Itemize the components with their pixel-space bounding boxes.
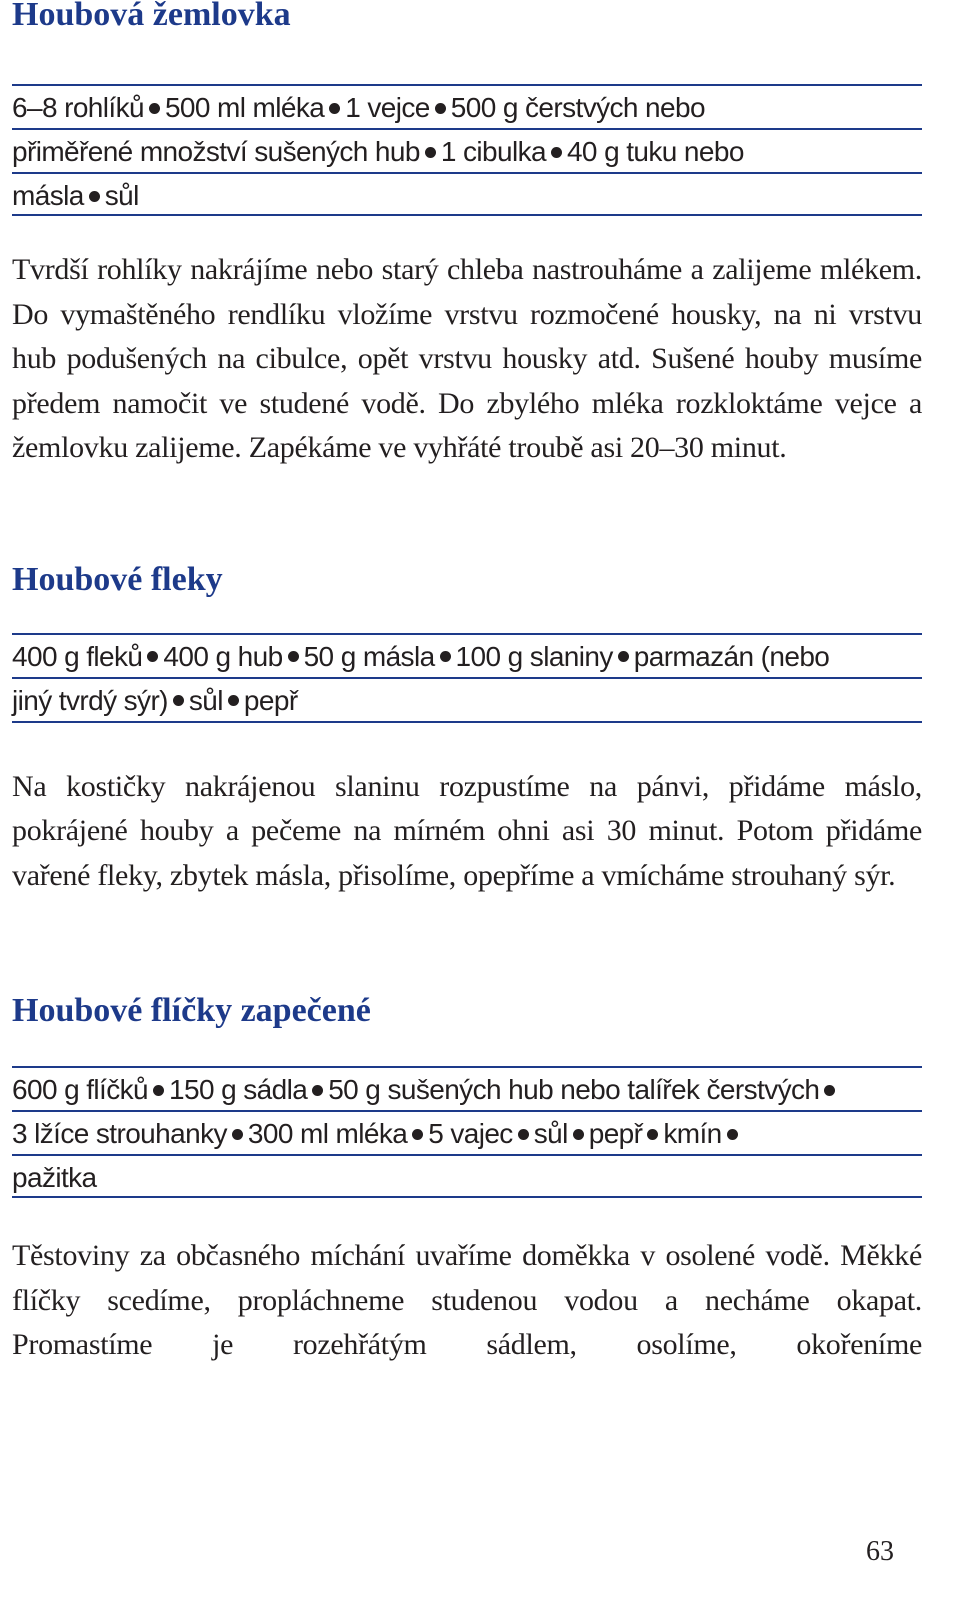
bullet-separator-icon xyxy=(518,1129,529,1140)
ingredient-item: 500 g čerstvých nebo xyxy=(450,92,705,123)
bullet-separator-icon xyxy=(232,1129,243,1140)
ingredient-line xyxy=(12,130,922,174)
ingredient-item: parmazán (nebo xyxy=(633,640,830,672)
ingredient-line xyxy=(12,1156,922,1200)
ingredient-item: jiný tvrdý sýr) xyxy=(12,684,168,716)
bullet-separator-icon xyxy=(147,651,158,662)
ingredient-item: 50 g másla xyxy=(303,640,435,672)
ingredient-item: 1 cibulka xyxy=(440,136,546,167)
recipe-houbove-fleky xyxy=(12,560,922,899)
recipe-houbove-flicky-zapecene xyxy=(12,994,922,1368)
ingredient-item: pepř xyxy=(588,1118,643,1149)
ingredient-item: 100 g slaniny xyxy=(455,640,613,672)
ingredient-item: sůl xyxy=(104,180,139,211)
bullet-separator-icon xyxy=(440,651,451,662)
bullet-separator-icon xyxy=(173,695,184,706)
ingredient-line xyxy=(12,1068,922,1112)
ingredient-line xyxy=(12,174,922,218)
ingredient-line xyxy=(12,635,922,679)
bullet-separator-icon xyxy=(89,191,100,202)
ingredient-item: 1 vejce xyxy=(345,92,430,123)
bullet-separator-icon xyxy=(435,103,446,114)
recipe-title: Houbové flíčky zapečené xyxy=(12,992,371,1029)
bullet-separator-icon xyxy=(727,1129,738,1140)
recipe-title: Houbové fleky xyxy=(12,560,223,598)
bullet-separator-icon xyxy=(312,1085,323,1096)
bullet-separator-icon xyxy=(329,103,340,114)
bullet-separator-icon xyxy=(288,651,299,662)
ingredient-item: 300 ml mléka xyxy=(247,1118,408,1149)
ingredients-list xyxy=(12,633,922,723)
ingredient-item: 40 g tuku nebo xyxy=(566,136,744,167)
ingredient-item: 400 g hub xyxy=(163,640,283,672)
ingredient-item: pepř xyxy=(243,684,298,716)
recipe-method: Tvrdší rohlíky nakrájíme nebo starý chleba nastrouháme a zalijeme mlékem. Do vymaštěného rendlíku vložíme vrstvu rozmočené housky, na ni vrstvu hub podušených na cibulce, opět vrstvu housky atd. Sušené houby musíme předem namočit ve studené vodě. Do zbylého mléka rozkloktáme vejce a žemlovku zalijeme. Zapékáme ve vyhřáté troubě asi 20–30 minut. xyxy=(12,253,922,464)
ingredients-list xyxy=(12,1066,922,1198)
ingredient-item: 3 lžíce strouhanky xyxy=(12,1118,227,1149)
cookbook-page xyxy=(12,0,922,1368)
bullet-separator-icon xyxy=(412,1129,423,1140)
bullet-separator-icon xyxy=(618,651,629,662)
bullet-separator-icon xyxy=(551,147,562,158)
recipe-title: Houbová žemlovka xyxy=(12,0,291,33)
ingredient-item: 50 g sušených hub nebo talířek čerstvých xyxy=(328,1074,820,1105)
bullet-separator-icon xyxy=(153,1085,164,1096)
ingredient-item: 150 g sádla xyxy=(169,1074,308,1105)
recipe-method: Těstoviny za občasného míchání uvaříme doměkka v osolené vodě. Měkké flíčky scedíme, propláchneme studenou vodou a necháme okapat. Promastíme je rozehřátým sádlem, osolíme, okořeníme xyxy=(12,1239,922,1361)
ingredient-item: sůl xyxy=(188,684,223,716)
ingredient-item: kmín xyxy=(663,1118,722,1149)
bullet-separator-icon xyxy=(425,147,436,158)
bullet-separator-icon xyxy=(824,1085,835,1096)
ingredients-list xyxy=(12,84,922,216)
bullet-separator-icon xyxy=(647,1129,658,1140)
ingredient-item: 400 g fleků xyxy=(12,640,143,672)
ingredient-item: 6–8 rohlíků xyxy=(12,92,144,123)
ingredient-item: sůl xyxy=(533,1118,568,1149)
ingredient-item: 600 g flíčků xyxy=(12,1074,148,1105)
ingredient-line xyxy=(12,1112,922,1156)
bullet-separator-icon xyxy=(573,1129,584,1140)
ingredient-item: pažitka xyxy=(12,1162,97,1193)
ingredient-item: 500 ml mléka xyxy=(164,92,325,123)
ingredient-line xyxy=(12,679,922,723)
ingredient-line xyxy=(12,86,922,130)
ingredient-item: přiměřené množství sušených hub xyxy=(12,136,420,167)
ingredient-item: 5 vajec xyxy=(428,1118,513,1149)
recipe-houbova-zemlovka xyxy=(12,0,922,471)
bullet-separator-icon xyxy=(149,103,160,114)
recipe-method: Na kostičky nakrájenou slaninu rozpustíme na pánvi, přidáme máslo, pokrájené houby a pečeme na mírném ohni asi 30 minut. Potom přidáme vařené fleky, zbytek másla, přisolíme, opepříme a vmícháme strouhaný sýr. xyxy=(12,769,922,892)
ingredient-item: másla xyxy=(12,180,84,211)
bullet-separator-icon xyxy=(228,695,239,706)
page-number: 63 xyxy=(866,1536,894,1567)
